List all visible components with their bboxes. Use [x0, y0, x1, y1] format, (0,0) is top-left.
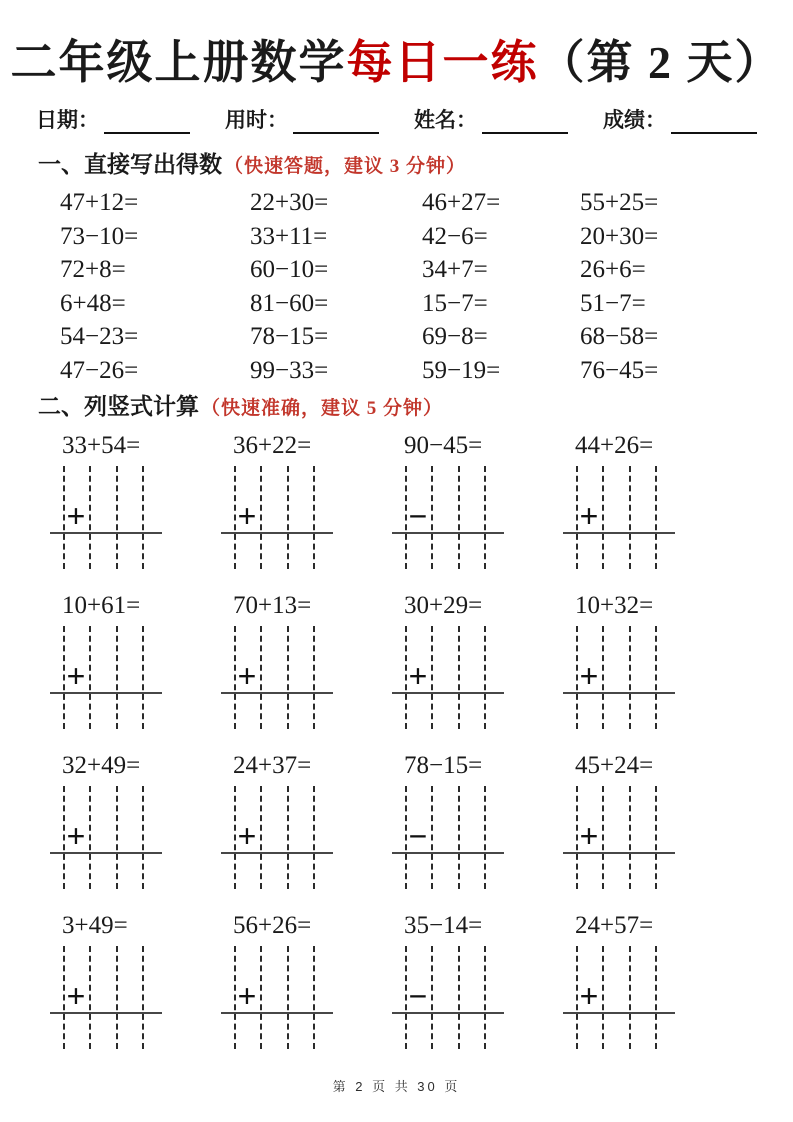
name-field [414, 104, 568, 134]
operator-sign: + [66, 818, 86, 854]
column-calc-template [221, 786, 333, 889]
place-dashed-line [484, 626, 486, 729]
place-dashed-line [458, 626, 460, 729]
answer-line [563, 692, 675, 694]
column-calc-template [563, 626, 675, 729]
place-dashed-line [287, 626, 289, 729]
vertical-calc-cell [50, 590, 221, 750]
operator-sign: + [66, 498, 86, 534]
problem: 46+27= [422, 189, 501, 216]
section2-hint: （快速准确，建议 5 分钟） [201, 398, 444, 419]
place-dashed-line [116, 786, 118, 889]
place-dashed-line [431, 466, 433, 569]
problem: 51−7= [580, 289, 646, 317]
problem: 72+8= [60, 256, 126, 283]
vertical-calc-cell [221, 590, 392, 750]
operator-sign: − [408, 498, 428, 534]
operator-sign: + [66, 658, 86, 694]
place-dashed-line [260, 626, 262, 729]
vertical-calc-cell [50, 430, 221, 590]
place-dashed-line [116, 626, 118, 729]
vertical-calc-cell [392, 910, 563, 1070]
problem: 54−23= [60, 323, 139, 350]
place-dashed-line [313, 786, 315, 889]
place-dashed-line [142, 626, 144, 729]
answer-line [221, 692, 333, 694]
section1-heading [38, 146, 466, 179]
vertical-calc-cell [392, 750, 563, 910]
problem: 76−45= [580, 356, 659, 384]
problem-label: 24+57= [575, 912, 654, 939]
column-calc-template [221, 946, 333, 1049]
section1-hint: （快速答题，建议 3 分钟） [224, 156, 467, 177]
problem: 42−6= [422, 222, 488, 250]
date-blank-line [104, 108, 190, 134]
problem: 22+30= [250, 189, 329, 216]
place-dashed-line [142, 466, 144, 569]
operator-sign: + [579, 978, 599, 1014]
vertical-calc-row [50, 430, 793, 590]
answer-line [392, 692, 504, 694]
place-dashed-line [484, 466, 486, 569]
place-dashed-line [287, 466, 289, 569]
problem-label: 36+22= [233, 432, 312, 459]
place-dashed-line [431, 626, 433, 729]
place-dashed-line [655, 626, 657, 729]
column-calc-template [50, 626, 162, 729]
vertical-calc-section [50, 430, 793, 1070]
place-dashed-line [629, 786, 631, 889]
problem: 6+48= [60, 289, 126, 317]
answer-line [563, 1012, 675, 1014]
column-calc-template [392, 466, 504, 569]
operator-sign: + [579, 498, 599, 534]
place-dashed-line [142, 946, 144, 1049]
column-calc-template [50, 946, 162, 1049]
place-dashed-line [629, 466, 631, 569]
score-label: 成绩： [603, 109, 666, 132]
vertical-calc-cell [392, 430, 563, 590]
place-dashed-line [313, 626, 315, 729]
problem: 33+11= [250, 222, 328, 250]
place-dashed-line [313, 946, 315, 1049]
title-day-part: （第 2 天） [538, 37, 783, 88]
column-calc-template [50, 466, 162, 569]
operator-sign: + [408, 658, 428, 694]
title-grade-part: 二年级上册数学 [10, 37, 347, 88]
problem: 68−58= [580, 323, 659, 350]
place-dashed-line [484, 786, 486, 889]
problem-label: 30+29= [404, 592, 483, 619]
time-used-field [225, 104, 379, 134]
place-dashed-line [89, 466, 91, 569]
column-calc-template [392, 626, 504, 729]
vertical-calc-cell [221, 750, 392, 910]
column-calc-template [221, 626, 333, 729]
answer-line [221, 852, 333, 854]
place-dashed-line [89, 626, 91, 729]
problem-label: 24+37= [233, 752, 312, 779]
title-daily-practice-part: 每日一练 [346, 37, 539, 88]
problem-label: 56+26= [233, 912, 312, 939]
vertical-calc-cell [50, 750, 221, 910]
place-dashed-line [655, 466, 657, 569]
vertical-calc-cell [563, 590, 793, 750]
column-calc-template [50, 786, 162, 889]
place-dashed-line [655, 946, 657, 1049]
place-dashed-line [431, 946, 433, 1049]
column-calc-template [221, 466, 333, 569]
vertical-calc-cell [563, 910, 793, 1070]
problem: 73−10= [60, 222, 139, 250]
place-dashed-line [629, 626, 631, 729]
place-dashed-line [260, 946, 262, 1049]
place-dashed-line [89, 946, 91, 1049]
place-dashed-line [89, 786, 91, 889]
date-field [36, 104, 190, 134]
place-dashed-line [602, 626, 604, 729]
problem: 78−15= [250, 323, 329, 350]
answer-line [50, 852, 162, 854]
oral-calc-grid [60, 186, 783, 387]
problem-label: 3+49= [62, 912, 128, 939]
time-used-blank-line [293, 108, 379, 134]
score-field [603, 104, 757, 134]
operator-sign: + [66, 978, 86, 1014]
problem-label: 78−15= [404, 752, 483, 779]
vertical-calc-cell [50, 910, 221, 1070]
place-dashed-line [116, 946, 118, 1049]
vertical-calc-row [50, 910, 793, 1070]
name-label: 姓名： [414, 109, 477, 132]
operator-sign: + [237, 498, 257, 534]
vertical-calc-cell [563, 430, 793, 590]
vertical-calc-row [50, 590, 793, 750]
answer-line [392, 532, 504, 534]
problem: 69−8= [422, 323, 488, 350]
place-dashed-line [602, 466, 604, 569]
section2-title: 二、列竖式计算 [38, 393, 199, 419]
problem-label: 90−45= [404, 432, 483, 459]
column-calc-template [563, 786, 675, 889]
column-calc-template [563, 466, 675, 569]
place-dashed-line [142, 786, 144, 889]
answer-line [221, 532, 333, 534]
place-dashed-line [287, 786, 289, 889]
answer-line [221, 1012, 333, 1014]
place-dashed-line [260, 466, 262, 569]
column-calc-template [563, 946, 675, 1049]
answer-line [392, 1012, 504, 1014]
place-dashed-line [287, 946, 289, 1049]
vertical-calc-cell [221, 910, 392, 1070]
problem-label: 10+32= [575, 592, 654, 619]
section2-heading [38, 388, 443, 421]
problem-label: 33+54= [62, 432, 141, 459]
place-dashed-line [431, 786, 433, 889]
info-row [36, 104, 757, 134]
place-dashed-line [458, 946, 460, 1049]
operator-sign: − [408, 818, 428, 854]
place-dashed-line [602, 786, 604, 889]
operator-sign: + [237, 818, 257, 854]
vertical-calc-cell [221, 430, 392, 590]
problem: 55+25= [580, 189, 659, 216]
time-used-label: 用时： [225, 109, 288, 132]
answer-line [392, 852, 504, 854]
problem: 81−60= [250, 289, 329, 317]
date-label: 日期： [36, 109, 99, 132]
problem-label: 35−14= [404, 912, 483, 939]
problem: 99−33= [250, 356, 329, 384]
problem: 59−19= [422, 356, 501, 384]
place-dashed-line [655, 786, 657, 889]
operator-sign: + [579, 658, 599, 694]
place-dashed-line [458, 786, 460, 889]
section1-title: 一、直接写出得数 [38, 151, 222, 177]
problem: 47+12= [60, 189, 139, 216]
operator-sign: + [237, 658, 257, 694]
place-dashed-line [458, 466, 460, 569]
problem-label: 45+24= [575, 752, 654, 779]
problem: 47−26= [60, 356, 139, 384]
page-title [0, 26, 793, 92]
page-number: 第 2 页 共 30 页 [332, 1079, 461, 1094]
answer-line [50, 1012, 162, 1014]
answer-line [563, 852, 675, 854]
place-dashed-line [484, 946, 486, 1049]
column-calc-template [392, 946, 504, 1049]
problem: 60−10= [250, 256, 329, 283]
place-dashed-line [313, 466, 315, 569]
place-dashed-line [260, 786, 262, 889]
problem-label: 44+26= [575, 432, 654, 459]
vertical-calc-row [50, 750, 793, 910]
problem-label: 70+13= [233, 592, 312, 619]
vertical-calc-cell [392, 590, 563, 750]
place-dashed-line [116, 466, 118, 569]
name-blank-line [482, 108, 568, 134]
problem: 20+30= [580, 222, 659, 250]
problem-label: 32+49= [62, 752, 141, 779]
problem-label: 10+61= [62, 592, 141, 619]
answer-line [563, 532, 675, 534]
problem: 26+6= [580, 256, 646, 283]
answer-line [50, 532, 162, 534]
answer-line [50, 692, 162, 694]
column-calc-template [392, 786, 504, 889]
problem: 15−7= [422, 289, 488, 317]
operator-sign: + [237, 978, 257, 1014]
operator-sign: + [579, 818, 599, 854]
score-blank-line [671, 108, 757, 134]
vertical-calc-cell [563, 750, 793, 910]
place-dashed-line [602, 946, 604, 1049]
operator-sign: − [408, 978, 428, 1014]
place-dashed-line [629, 946, 631, 1049]
problem: 34+7= [422, 256, 488, 283]
